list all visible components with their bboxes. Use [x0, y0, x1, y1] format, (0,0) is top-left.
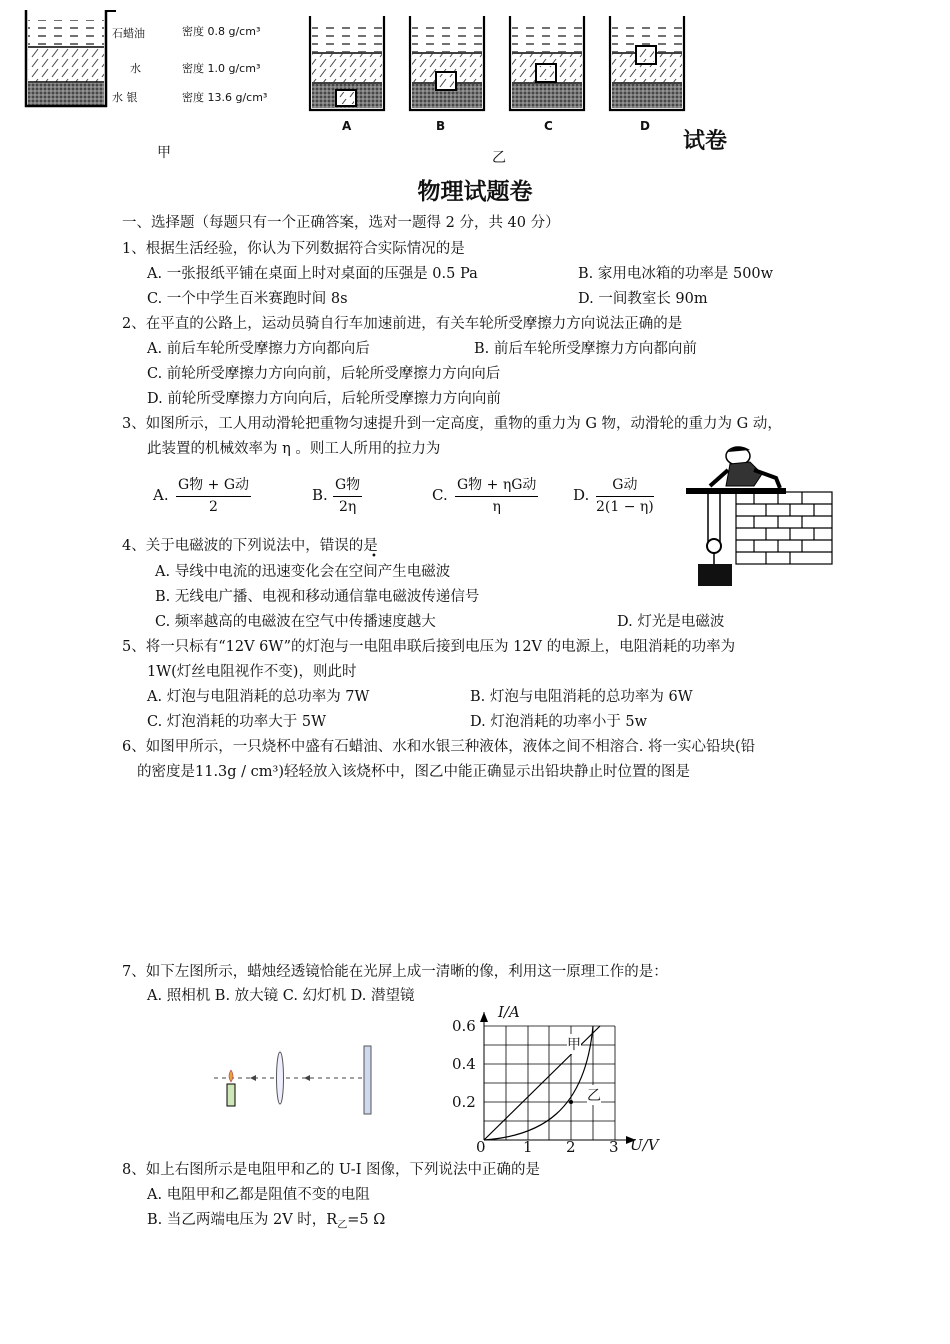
liquid-name-paraffin: 石蜡油 [112, 27, 145, 40]
q5-stem-line1: 5、将一只标有“12V 6W”的灯泡与一电阻串联后接到电压为 12V 的电源上，电阻消耗的功率为 [122, 639, 736, 655]
q3-stem-line1: 3、如图所示，工人用动滑轮把重物匀速提升到一定高度，重物的重力为 G 物，动滑轮的重力为 G 动， [122, 416, 782, 432]
graph-ytick-06: 0.6 [452, 1017, 476, 1035]
figure-label-jia: 甲 [157, 145, 171, 161]
candle-lens-screen-figure [210, 1040, 390, 1120]
q3-option-b-numerator: G物 [333, 474, 362, 497]
graph-grid [484, 1026, 615, 1140]
liquid-name-mercury: 水 银 [112, 91, 138, 104]
beaker-label-b: B [436, 119, 446, 133]
q2-option-b: B. 前后车轮所受摩擦力方向都向前 [474, 341, 697, 357]
beaker-a [310, 16, 384, 110]
q3-option-d-letter: D. [573, 486, 590, 504]
q1-option-b: B. 家用电冰箱的功率是 500w [578, 266, 774, 282]
q8-option-b-subscript: 乙 [337, 1219, 348, 1231]
q2-stem: 2、在平直的公路上，运动员骑自行车加速前进，有关车轮所受摩擦力方向说法正确的是 [122, 316, 683, 332]
graph-xtick-2: 2 [566, 1138, 576, 1156]
q3-option-b-letter: B. [312, 486, 328, 504]
q5-option-a: A. 灯泡与电阻消耗的总功率为 7W [147, 689, 370, 705]
beaker-label-a: A [342, 119, 352, 133]
liquid-density-mercury: 密度 13.6 g/cm³ [182, 91, 268, 104]
q5-option-b: B. 灯泡与电阻消耗的总功率为 6W [470, 689, 693, 705]
q3-option-a-denominator: 2 [209, 499, 218, 515]
beaker-label-d: D [640, 119, 650, 133]
graph-xtick-1: 1 [523, 1138, 533, 1156]
q3-option-b-fraction [333, 474, 362, 515]
q3-option-a-fraction [176, 474, 251, 515]
q2-option-a: A. 前后车轮所受摩擦力方向都向后 [147, 341, 370, 357]
q3-option-d-denominator: 2(1 − η) [596, 499, 654, 515]
q4-stem: 4、关于电磁波的下列说法中，错误的是 [122, 538, 378, 554]
q8-option-a: A. 电阻甲和乙都是阻值不变的电阻 [147, 1187, 370, 1203]
q8-option-b-text: B. 当乙两端电压为 2V 时，R [147, 1212, 338, 1228]
beaker-jia-figure [20, 8, 320, 126]
q8-option-b-tail: =5 Ω [347, 1212, 386, 1228]
q3-option-c-fraction [455, 474, 538, 515]
worker-pulley-figure [684, 440, 834, 590]
q8-stem: 8、如上右图所示是电阻甲和乙的 U-I 图像，下列说法中正确的是 [122, 1162, 541, 1178]
q1-option-d: D. 一间教室长 90m [578, 291, 708, 307]
q6-stem-line1: 6、如图甲所示，一只烧杯中盛有石蜡油、水和水银三种液体，液体之间不相溶合. 将一实心铅块(铅 [122, 739, 756, 755]
q3-stem-line2: 此装置的机械效率为 η 。则工人所用的拉力为 [147, 441, 441, 457]
q4-option-c: C. 频率越高的电磁波在空气中传播速度越大 [155, 614, 436, 630]
q3-option-a-letter: A. [153, 486, 169, 504]
q3-option-c-denominator: η [492, 499, 501, 515]
q5-option-d: D. 灯泡消耗的功率小于 5w [470, 714, 648, 730]
q3-option-c-numerator: G物 + ηG动 [455, 474, 538, 497]
emphasis-dot: • [371, 551, 377, 562]
q2-option-d: D. 前轮所受摩擦力方向向后，后轮所受摩擦力方向向前 [147, 391, 501, 407]
liquid-density-water: 密度 1.0 g/cm³ [182, 62, 261, 75]
q7-options: A. 照相机 B. 放大镜 C. 幻灯机 D. 潜望镜 [147, 988, 415, 1004]
q4-option-b: B. 无线电广播、电视和移动通信靠电磁波传递信号 [155, 589, 480, 605]
q5-option-c: C. 灯泡消耗的功率大于 5W [147, 714, 327, 730]
q7-stem: 7、如下左图所示，蜡烛经透镜恰能在光屏上成一清晰的像，利用这一原理工作的是： [122, 964, 668, 980]
liquid-name-water: 水 [130, 62, 141, 75]
q3-option-c-letter: C. [432, 486, 448, 504]
q3-option-a-numerator: G物 + G动 [176, 474, 251, 497]
beaker-d [610, 16, 684, 110]
q3-option-d-numerator: G动 [596, 474, 654, 497]
q3-option-d-fraction [596, 474, 654, 515]
q3-option-b-denominator: 2η [338, 499, 357, 515]
graph-ylabel: I/A [498, 1003, 520, 1021]
beaker-label-c: C [544, 119, 553, 133]
figure-label-yi: 乙 [492, 150, 506, 166]
page-title: 物理试题卷 [417, 179, 533, 205]
graph-label-jia: 甲 [567, 1034, 581, 1054]
q1-option-c: C. 一个中学生百米赛跑时间 8s [147, 291, 348, 307]
liquid-density-paraffin: 密度 0.8 g/cm³ [182, 25, 261, 38]
graph-ytick-02: 0.2 [452, 1093, 476, 1111]
graph-xtick-3: 3 [609, 1138, 619, 1156]
section-heading: 一、选择题（每题只有一个正确答案，选对一题得 2 分，共 40 分） [122, 215, 560, 231]
graph-xtick-0: 0 [476, 1138, 486, 1156]
q6-stem-line2: 的密度是11.3g / cm³)轻轻放入该烧杯中，图乙中能正确显示出铅块静止时位置的图是 [137, 764, 691, 780]
corner-title-fragment: 试卷 [683, 129, 728, 154]
q8-option-b [147, 1210, 385, 1236]
graph-xlabel: U/V [630, 1136, 659, 1154]
q4-option-a: A. 导线中电流的迅速变化会在空间产生电磁波 [155, 564, 451, 580]
beaker-c [510, 16, 584, 110]
q1-option-a: A. 一张报纸平铺在桌面上时对桌面的压强是 0.5 Pa [147, 266, 478, 282]
q2-option-c: C. 前轮所受摩擦力方向向前，后轮所受摩擦力方向向后 [147, 366, 501, 382]
beaker-b [410, 16, 484, 110]
q1-stem: 1、根据生活经验，你认为下列数据符合实际情况的是 [122, 241, 465, 257]
q4-option-d: D. 灯光是电磁波 [617, 614, 725, 630]
graph-ytick-04: 0.4 [452, 1055, 476, 1073]
beakers-yi-figure [300, 8, 700, 118]
q5-stem-line2: 1W(灯丝电阻视作不变)，则此时 [147, 664, 357, 680]
graph-label-yi: 乙 [587, 1085, 601, 1105]
